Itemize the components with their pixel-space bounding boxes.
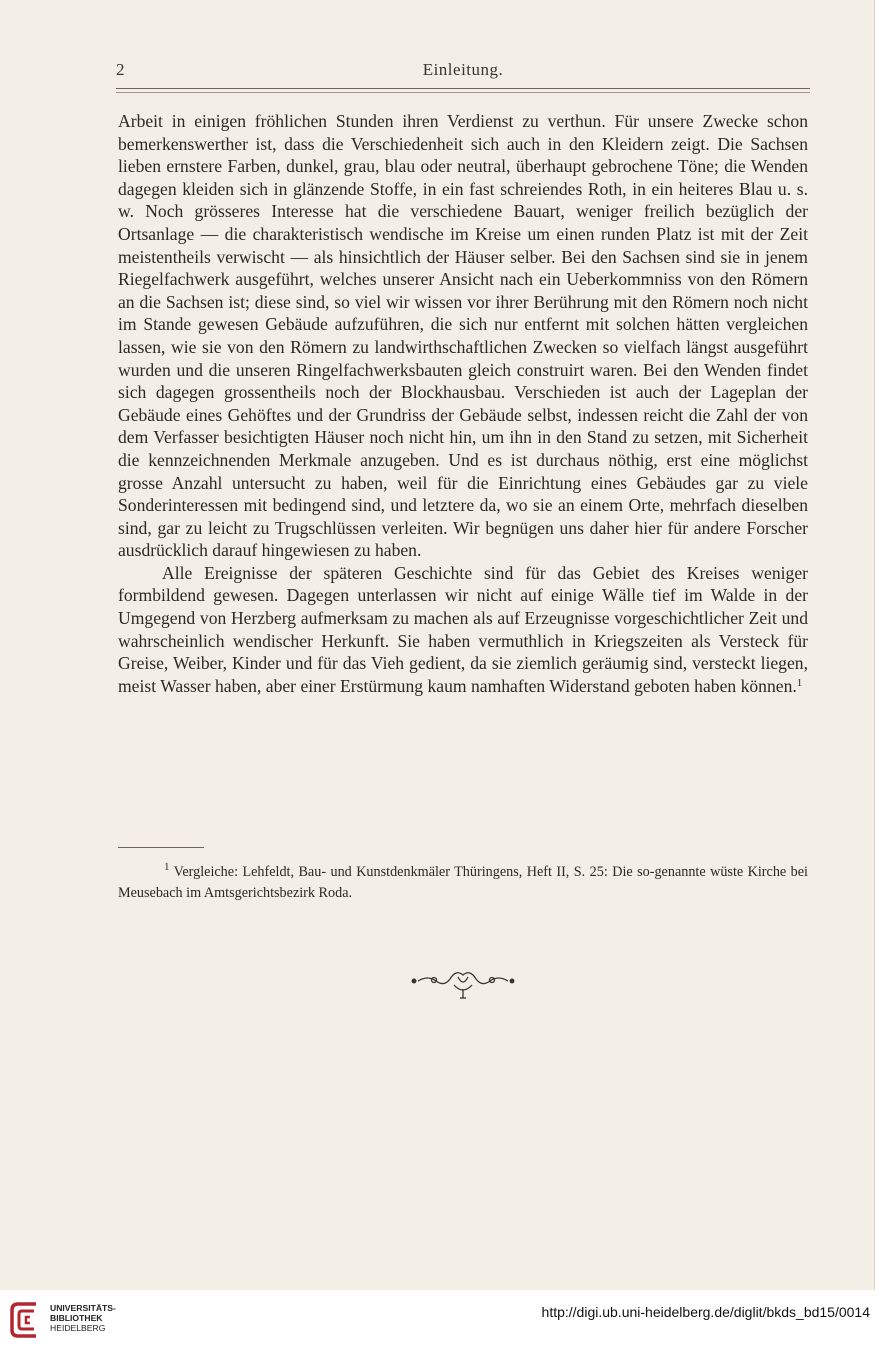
page-number: 2 xyxy=(116,60,125,79)
university-library-logo-icon xyxy=(8,1300,42,1340)
header-rule xyxy=(116,88,810,89)
footnote-text: Vergleiche: Lehfeldt, Bau- und Kunstdenkmäler Thüringens, Heft II, S. 25: Die so-genannte wüste Kirche bei Meusebach im Amtsgerichtsbezirk Roda. xyxy=(118,864,808,901)
library-name-line: BIBLIOTHEK xyxy=(50,1313,103,1323)
footnote-mark: 1 xyxy=(164,861,170,873)
paragraph xyxy=(118,562,808,698)
library-name-line: HEIDELBERG xyxy=(50,1323,106,1333)
ornament-icon xyxy=(410,965,516,1001)
running-head xyxy=(116,60,810,84)
footnote xyxy=(118,862,808,904)
body-text xyxy=(118,110,808,697)
library-name-line: UNIVERSITÄTS- xyxy=(50,1303,116,1313)
header-rule-secondary xyxy=(116,92,810,93)
running-title: Einleitung. xyxy=(422,60,504,79)
footnote-reference[interactable]: 1 xyxy=(796,676,803,689)
paragraph: Arbeit in einigen fröhlichen Stunden ihren Verdienst zu verthun. Für unsere Zwecke schon bemerkenswerther ist, dass die Verschiedenheit sich auch in den Kleidern zeigt. Die Sachsen lieben ernstere Farben, dunkel, grau, blau oder neutral, überhaupt gebrochene Töne; die Wenden dagegen kleiden sich in glänzende Stoffe, in ein fast schreiendes Roth, in ein heiteres Blau u. s. w. Noch grösseres Interesse hat die verschiedene Bauart, weniger freilich bezüglich der Ortsanlage — die charakteristisch wendische im Kreise um einen runden Platz ist mit der Zeit meistentheils verwischt — als hinsichtlich der Häuser selber. Bei den Sachsen sind sie in jenem Riegelfachwerk ausgeführt, welches unserer Ansicht nach ein Ueberkommniss von den Römern an die Sachsen ist; diese sind, so viel wir wissen vor ihrer Berührung mit den Römern noch nicht im Stande gewesen Gebäude aufzuführen, die sich nur entfernt mit solchen hätten vergleichen lassen, wie sie von den Römern zu landwirthschaftlichen Zwecken so vielfach längst ausgeführt wurden und die unseren Ringelfachwerksbauten gleich construirt waren. Bei den Wenden findet sich dagegen grossentheils noch der Blockhausbau. Verschieden ist auch der Lageplan der Gebäude eines Gehöftes und der Grundriss der Gebäude selbst, indessen reicht die Zahl der von dem Verfasser besichtigten Häuser noch nicht hin, um ihn in den Stand zu setzen, mit Sicherheit die kennzeichnenden Merkmale anzugeben. Und es ist durchaus nöthig, erst eine möglichst grosse Anzahl untersucht zu haben, weil für die Einrichtung eines Gebäudes gar zu viele Sonderinteressen mit bedingend sind, und letztere da, wo sie an einem Orte, mehrfach dieselben sind, gar zu leicht zu Trugschlüssen verleiten. Wir begnügen uns daher hier für andere Forscher ausdrücklich darauf hingewiesen zu haben. xyxy=(118,111,808,561)
library-name xyxy=(50,1303,116,1333)
footnote-rule xyxy=(118,847,204,848)
source-url[interactable]: http://digi.ub.uni-heidelberg.de/diglit/bkds_bd15/0014 xyxy=(541,1304,870,1320)
paragraph-text: Alle Ereignisse der späteren Geschichte sind für das Gebiet des Kreises weniger formbildend gewesen. Dagegen unterlassen wir nicht auf einige Wälle tief im Walde in der Umgegend von Herzberg aufmerksam zu machen als auf Erzeugnisse vorgeschichtlicher Zeit und wahrscheinlich wendischer Herkunft. Sie haben vermuthlich in Kriegszeiten als Versteck für Greise, Weiber, Kinder und für das Vieh gedient, da sie ziemlich geräumig sind, versteckt liegen, meist Wasser haben, aber einer Erstürmung kaum namhaften Widerstand geboten haben können. xyxy=(118,562,808,696)
footer xyxy=(0,1290,882,1354)
